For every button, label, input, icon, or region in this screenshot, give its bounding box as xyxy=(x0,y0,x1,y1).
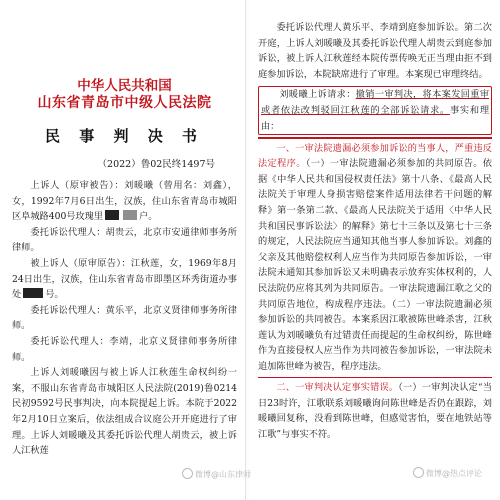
redaction-block xyxy=(123,210,137,220)
highlighted-appeal-request xyxy=(258,86,492,135)
appellee-info xyxy=(12,256,237,303)
weibo-logo-icon xyxy=(182,468,193,479)
appellee-agent-2: 委托诉讼代理人：李靖，北京义贤律师事务所律师。 xyxy=(12,335,237,363)
appeal-request xyxy=(261,87,489,134)
court-header-country: 中华人民共和国 xyxy=(77,78,172,94)
appellant-text-tail: 户。 xyxy=(139,211,158,223)
watermark-left-text: 微博@山东律师 xyxy=(195,470,251,479)
weibo-logo-icon xyxy=(413,467,424,478)
appeal-tail: 事实和理由： xyxy=(261,104,490,132)
highlight-rule xyxy=(258,137,492,139)
ground-two-heading: 二、一审判决认定事实错误。 xyxy=(276,382,399,394)
ground-two-body: （一）一审判决认定“当日23时许，江歌联系刘暖曦询问陈世峰是否仍在跟踪，刘暖曦回复称，没看到陈世峰，但感觉害怕，要在地铁站等江歌”与事实不符。 xyxy=(258,382,492,440)
appellee-text-tail: 号。 xyxy=(45,289,64,301)
judgment-page-right xyxy=(250,0,500,500)
appellee-agent-1: 委托诉讼代理人：黄乐平，北京义贤律师事务所律师。 xyxy=(12,304,237,332)
watermark-left xyxy=(182,468,251,480)
case-background: 上诉人刘暖曦因与被上诉人江秋莲生命权纠纷一案，不服山东省青岛市城阳区人民法院(2019)鲁0214民初9592号民事判决，向本院提起上诉。本院于2022年2月10日立案后，依法组成合议庭公开开庭进行了审理。上诉人刘暖曦及其委托诉讼代理人胡贵云，被上诉人江秋莲 xyxy=(12,367,237,457)
judgment-page-left xyxy=(0,0,246,500)
trial-process: 委托诉讼代理人黄乐平、李靖到庭参加诉讼。第二次开庭，上诉人刘暖曦及其委托诉讼代理人胡贵云到庭参加诉讼，被上诉人江秋莲经本院传票传唤无正当理由拒不到庭参加诉讼，本院缺席进行了审理。本案现已审理终结。 xyxy=(258,22,492,80)
document-title: 民 事 判 决 书 xyxy=(45,127,204,145)
court-header-name: 山东省青岛市中级人民法院 xyxy=(37,95,212,111)
redaction-block xyxy=(23,288,43,298)
ground-one-heading: 一、一审法院遗漏必须参加诉讼的当事人，严重违反法定程序。 xyxy=(258,142,492,170)
appellant-info xyxy=(12,178,237,225)
appellant-agent: 委托诉讼代理人：胡贵云，北京市安通律师事务所律师。 xyxy=(12,226,237,254)
ground-one-body: （一）一审法院遗漏必须参加的共同原告。依据《中华人民共和国侵权责任法》第十八条、《最高人民法院关于审理人身损害赔偿案件适用法律若干问题的解释》第一条第二款、《最高人民法院关于适用〈中华人民共和国民事诉讼法〉的解释》第七十三条以及第七十三条的规定，人民法院应当通知其他当事人参加诉讼。刘鑫的父亲及其他赔偿权利人应当作为共同原告参加诉讼，一审法院未通知其参加诉讼又未明确表示放弃实体权利的，人民法院仍应将其列为共同原告。一审法院遗漏江歌之父的共同原告地位，构成程序违法。（二）一审法院遗漏必须参加诉讼的共同被告。本案系因江歌被陈世峰杀害，江秋莲认为刘暖曦负有过错责任而提起的生命权纠纷，陈世峰作为直接侵权人应当作为共同被告参加诉讼，一审法院未追加陈世峰为被告，程序违法。 xyxy=(258,158,492,372)
highlight-rule xyxy=(258,377,492,379)
appeal-lead: 刘暖曦上诉请求： xyxy=(279,89,356,101)
watermark-right xyxy=(413,467,482,479)
ground-two xyxy=(258,380,492,442)
case-number: （2022）鲁02民终1497号 xyxy=(97,159,215,170)
watermark-right-text: 微博@热点评论 xyxy=(426,469,482,478)
appeal-demand: 撤销一审判决，将本案发回重审或者依法改判驳回江秋莲的全部诉讼请求。 xyxy=(261,89,490,116)
appellee-text: 被上诉人（原审原告）：江秋莲，女，1969年8月24日出生，汉族，住山东省青岛市即墨区环秀街道办事处 xyxy=(12,257,237,301)
ground-one xyxy=(258,141,492,375)
redaction-block xyxy=(105,210,119,220)
appellant-text: 上诉人（原审被告）：刘暖曦（曾用名：刘鑫），女，1992年7月6日出生，汉族，住山东省青岛市城阳区阜城路400号玫瑰里 xyxy=(12,180,237,223)
